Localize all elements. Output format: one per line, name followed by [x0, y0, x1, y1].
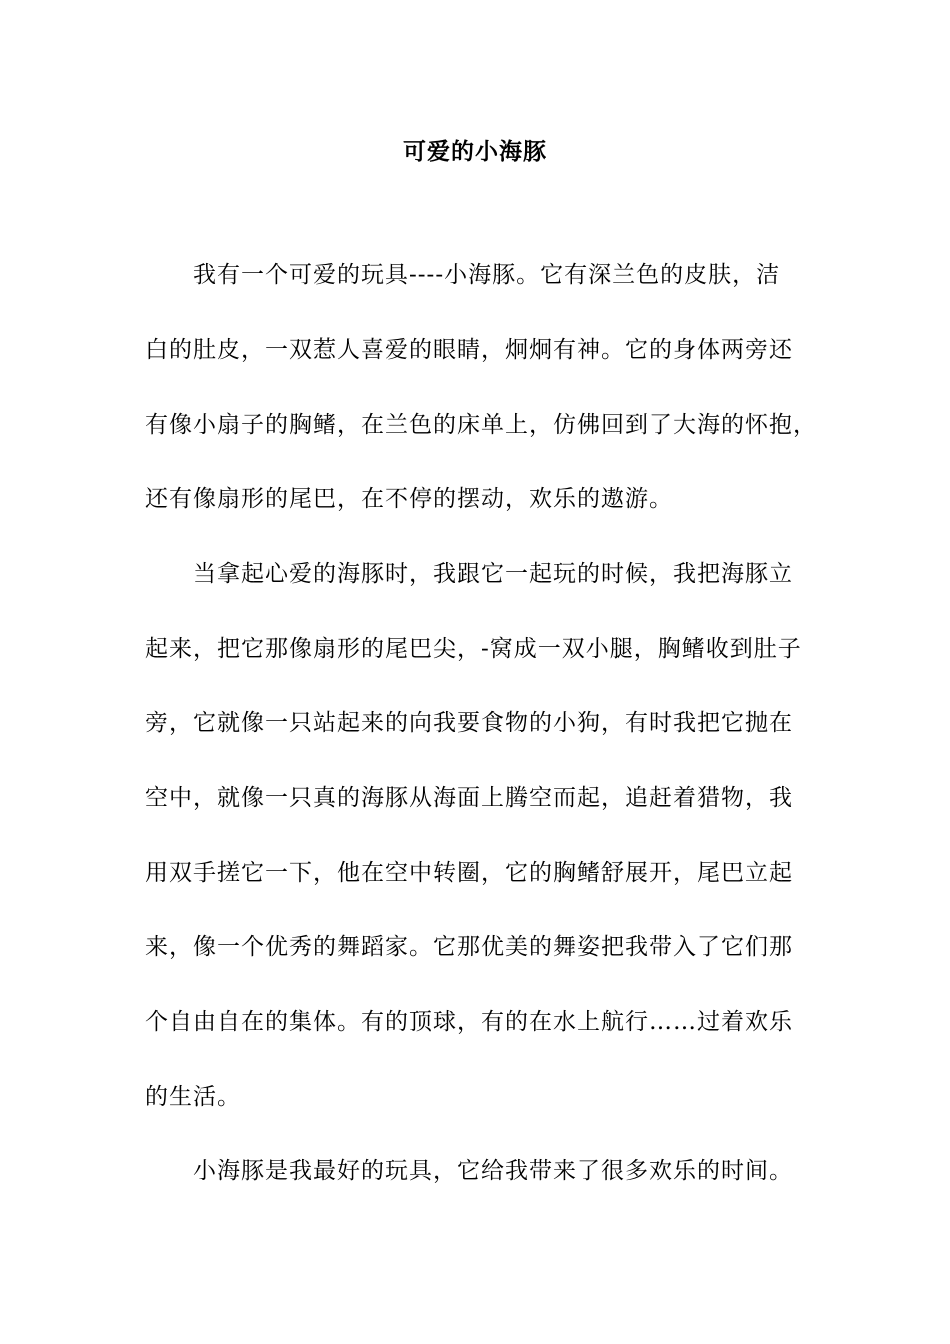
- paragraph-1-line-3: 有像小扇子的胸鳍，在兰色的床单上，仿佛回到了大海的怀抱，: [145, 412, 817, 438]
- paragraph-1-line-2: 白的肚皮，一双惹人喜爱的眼睛，炯炯有神。它的身体两旁还: [145, 337, 793, 363]
- paragraph-2-line-2: 起来，把它那像扇形的尾巴尖，-窝成一双小腿，胸鳍收到肚子: [145, 636, 802, 662]
- paragraph-2-line-5: 用双手搓它一下，他在空中转圈，它的胸鳍舒展开，尾巴立起: [145, 860, 793, 886]
- paragraph-1-line-4: 还有像扇形的尾巴，在不停的摆动，欢乐的遨游。: [145, 486, 673, 512]
- paragraph-2-line-1: 当拿起心爱的海豚时，我跟它一起玩的时候，我把海豚立: [193, 561, 793, 587]
- paragraph-1-line-1: 我有一个可爱的玩具----小海豚。它有深兰色的皮肤，洁: [193, 262, 781, 288]
- paragraph-2-line-3: 旁，它就像一只站起来的向我要食物的小狗，有时我把它抛在: [145, 710, 793, 736]
- document-title: 可爱的小海豚: [403, 138, 547, 165]
- paragraph-2-line-4: 空中，就像一只真的海豚从海面上腾空而起，追赶着猎物，我: [145, 785, 793, 811]
- paragraph-2-line-7: 个自由自在的集体。有的顶球，有的在水上航行……过着欢乐: [145, 1009, 793, 1035]
- paragraph-2-line-8: 的生活。: [145, 1084, 241, 1110]
- paragraph-3-line-1: 小海豚是我最好的玩具，它给我带来了很多欢乐的时间。: [193, 1158, 793, 1184]
- paragraph-2-line-6: 来，像一个优秀的舞蹈家。它那优美的舞姿把我带入了它们那: [145, 934, 793, 960]
